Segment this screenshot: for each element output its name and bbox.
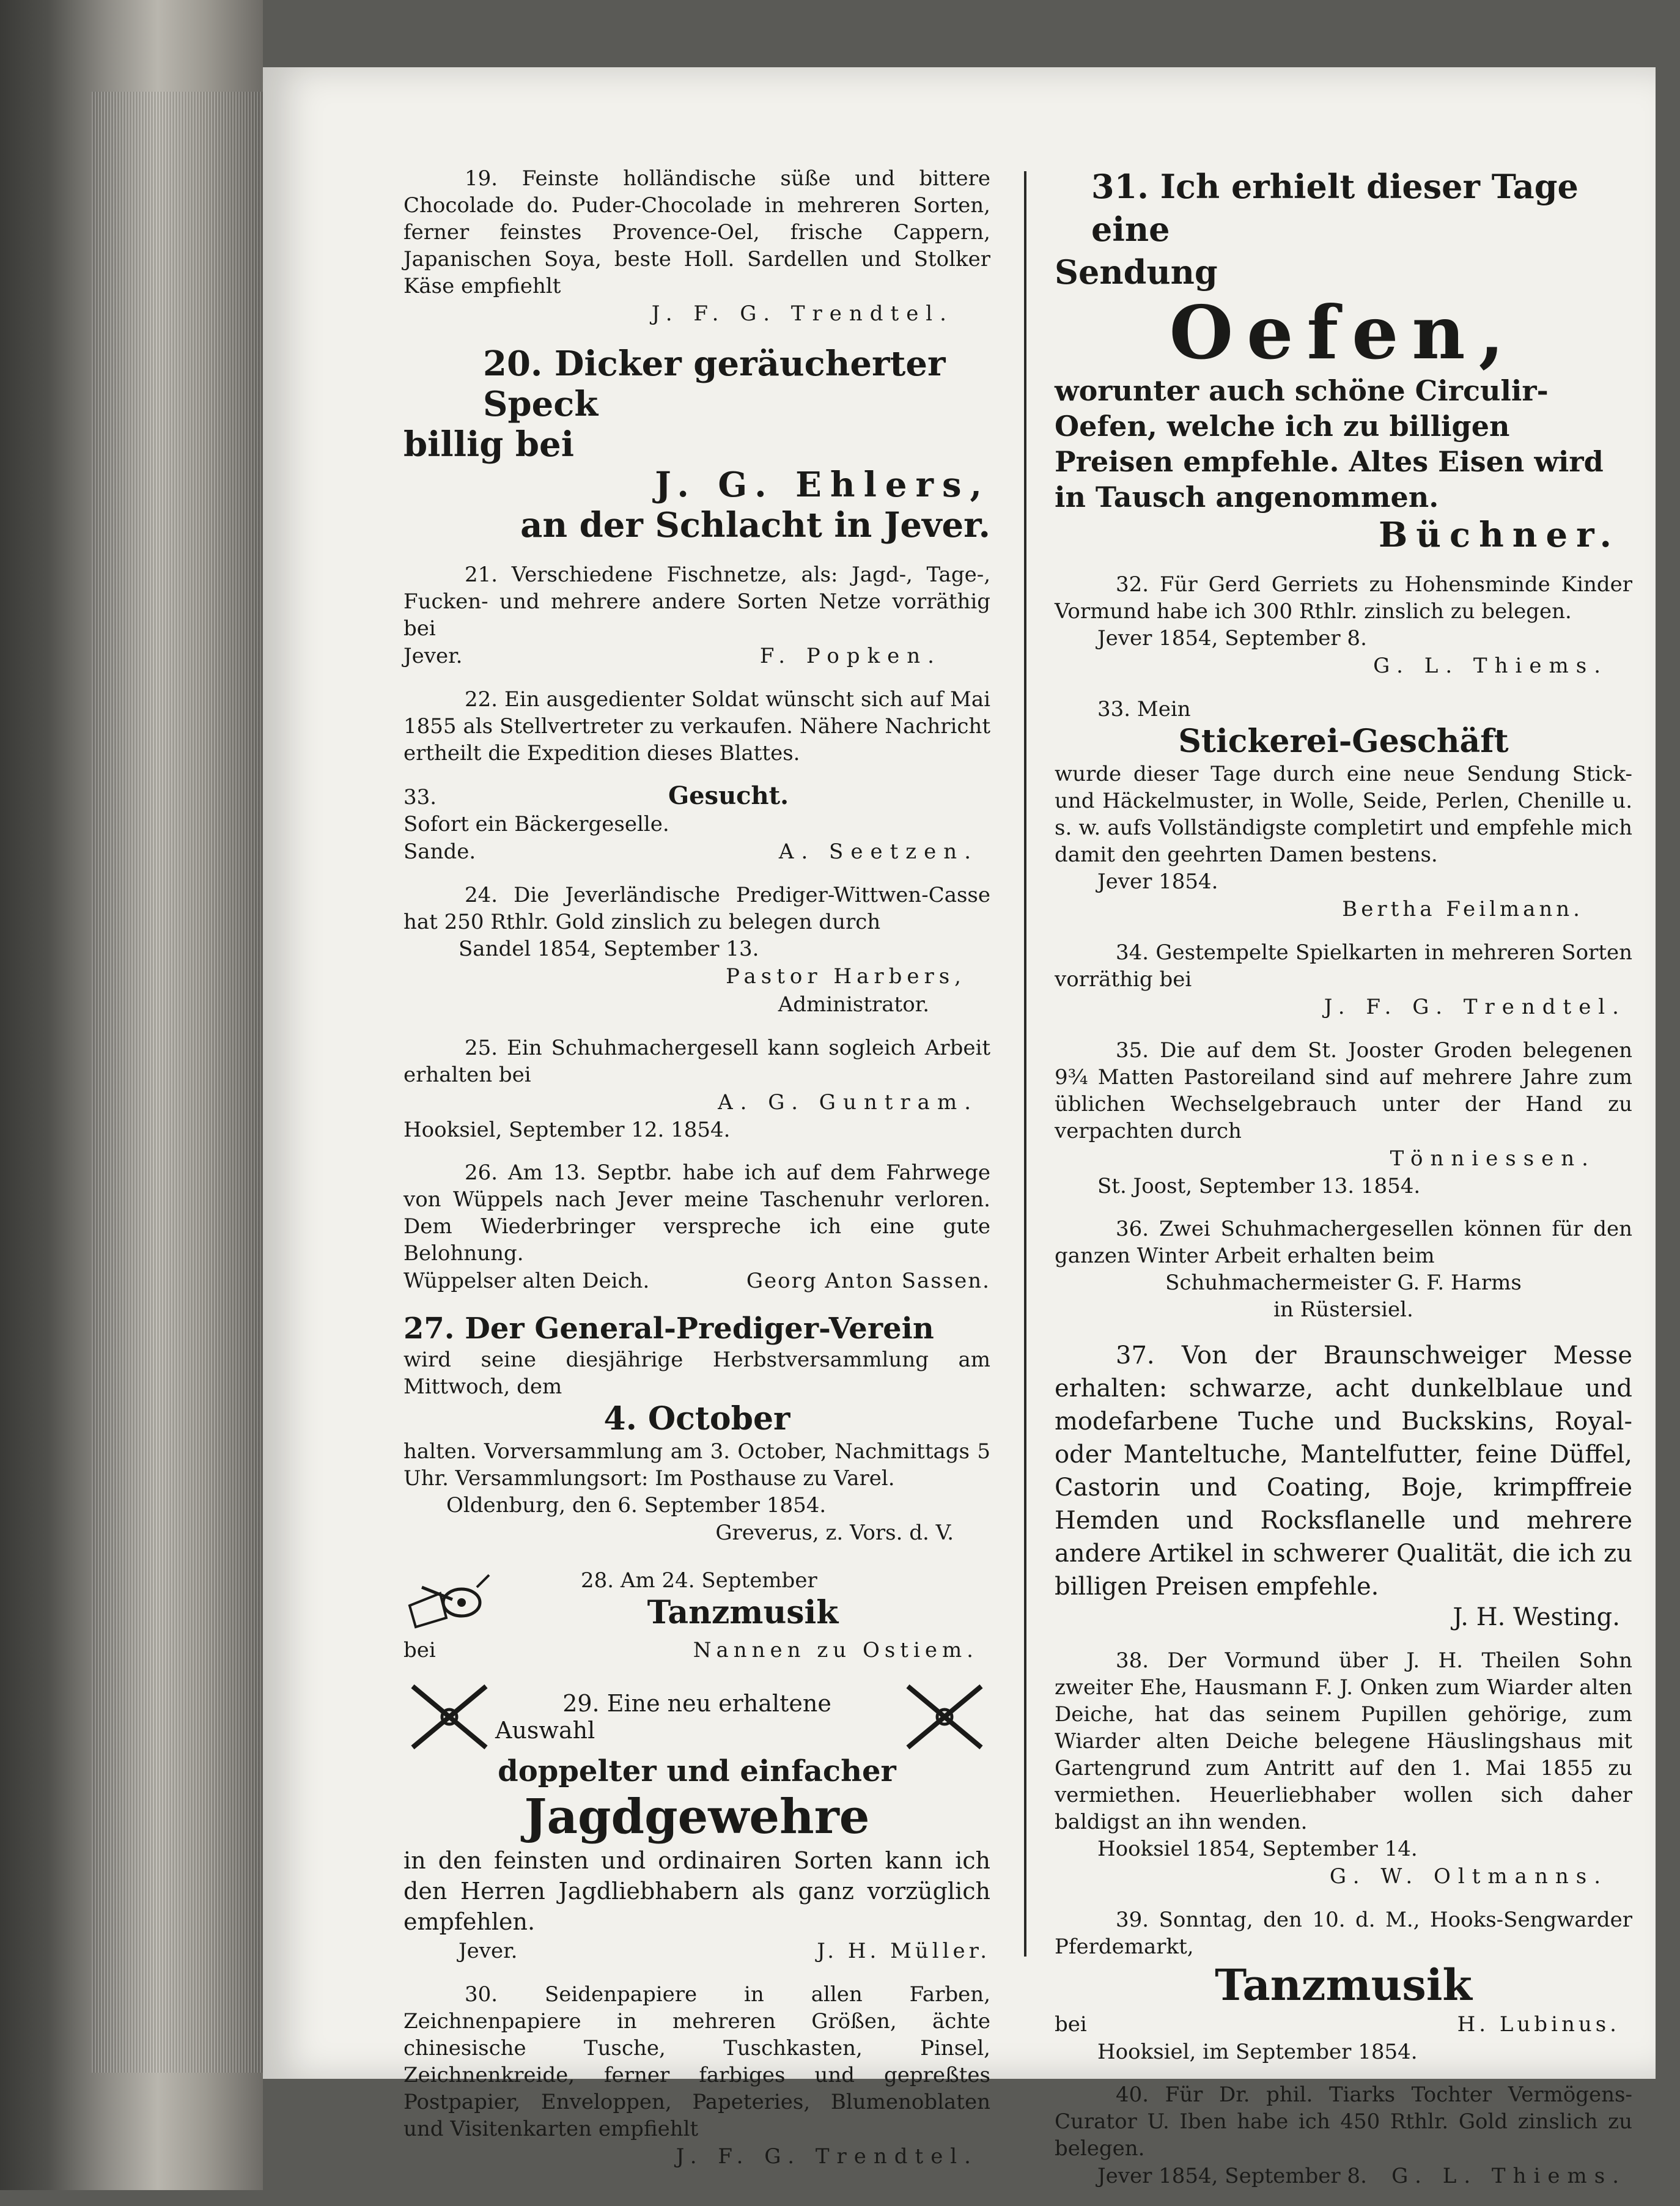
ad-28 xyxy=(403,1563,990,1664)
ad-36-signature: Schuhmachermeister G. F. Harms xyxy=(1165,1271,1522,1295)
ad-31 xyxy=(1055,165,1632,555)
ad-24 xyxy=(403,882,990,1019)
ad-27-date-big: 4. October xyxy=(603,1400,790,1437)
ad-33-heading: Stickerei-Geschäft xyxy=(1178,723,1509,760)
ad-24-date: Sandel 1854, September 13. xyxy=(459,937,759,961)
ad-23-signature: A. Seetzen. xyxy=(778,839,978,864)
ad-32-signature: G. L. Thiems. xyxy=(1373,654,1608,678)
ad-30-text: 30. Seidenpapiere in allen Farben, Zeichnenpapiere in mehreren Größen, ächte chinesische Tusche, Tuschkasten, Pinsel, Zeichnenkreide, ferner farbiges und gepreßtes Postpapier, Enveloppen, Papeteries, Blumenoblaten und Visitenkarten empfiehlt xyxy=(403,1982,990,2141)
ad-36-text: 36. Zwei Schuhmachergesellen können für den ganzen Winter Arbeit erhalten beim xyxy=(1055,1217,1632,1268)
ad-23-place: Sande. xyxy=(403,839,476,864)
ad-26-text: 26. Am 13. Septbr. habe ich auf dem Fahrwege von Wüppels nach Jever meine Taschenuhr verloren. Dem Wiederbringer verspreche ich eine gute Belohnung. xyxy=(403,1160,990,1266)
ad-32-text: 32. Für Gerd Gerriets zu Hohensminde Kinder Vormund habe ich 300 Rthlr. zinslich zu belegen. xyxy=(1055,572,1632,624)
ad-39-bei: bei xyxy=(1055,2012,1087,2037)
ad-38-date: Hooksiel 1854, September 14. xyxy=(1097,1837,1418,1861)
ad-33-text: wurde dieser Tage durch eine neue Sendung Stick- und Häckelmuster, in Wolle, Seide, Perlen, Chenille u. s. w. aufs Vollständigste completirt und empfehle mich damit den geehrten Damen bestens. xyxy=(1055,762,1632,867)
ad-37-text: 37. Von der Braunschweiger Messe erhalten: schwarze, acht dunkelblaue und modefarbene Tuche und Buckskins, Royal- oder Manteltuche, Mantelfutter, feine Düffel, Castorin und Coating, Boje, krimpffreie Hemden und Rocksflanelle und mehrere andere Artikel in schwerer Qualität, die ich zu billigen Preisen empfehle. xyxy=(1055,1341,1632,1601)
ad-29-signature: J. H. Müller. xyxy=(817,1939,990,1963)
ad-29-line2: Auswahl xyxy=(495,1717,595,1744)
ad-29 xyxy=(403,1680,990,1965)
ad-20-line2: billig bei xyxy=(403,424,574,465)
ad-27 xyxy=(403,1311,990,1547)
ad-21-signature: F. Popken. xyxy=(759,644,941,668)
ad-23-text: Sofort ein Bäckergeselle. xyxy=(403,812,669,836)
ad-35-text: 35. Die auf dem St. Jooster Groden belegenen 9¾ Matten Pastoreiland sind auf mehrere Jahre zum üblichen Wechselgebrauch unter der Hand zu verpachten durch xyxy=(1055,1038,1632,1143)
ad-20-place: an der Schlacht in Jever. xyxy=(520,505,990,545)
ad-29-heading: Jagdgewehre xyxy=(524,1789,870,1845)
ad-31-signature: Büchner. xyxy=(1378,515,1620,555)
ad-25-signature: A. G. Guntram. xyxy=(718,1090,978,1115)
ad-25-text: 25. Ein Schuhmachergesell kann sogleich Arbeit erhalten bei xyxy=(403,1036,990,1087)
ad-27-text: wird seine diesjährige Herbstversammlung am Mittwoch, dem xyxy=(403,1348,990,1399)
left-column xyxy=(403,165,990,2186)
ad-40-text: 40. Für Dr. phil. Tiarks Tochter Vermögens-Curator U. Iben habe ich 450 Rthlr. Gold zinslich zu belegen. xyxy=(1055,2082,1632,2161)
ad-36-place: in Rüstersiel. xyxy=(1273,1297,1413,1322)
ad-32-date: Jever 1854, September 8. xyxy=(1097,626,1367,651)
crossed-rifles-icon xyxy=(899,1680,990,1754)
ad-23-number: 33. xyxy=(403,785,437,810)
ad-21 xyxy=(403,561,990,670)
guitar-vignette-icon xyxy=(403,1563,495,1636)
ad-24-signature: Pastor Harbers, xyxy=(726,964,966,989)
ad-33-signature: Bertha Feilmann. xyxy=(1342,897,1583,921)
crossed-rifles-icon xyxy=(403,1680,495,1754)
ad-26-place: Wüppelser alten Deich. xyxy=(403,1269,650,1293)
ad-26-signature: Georg Anton Sassen. xyxy=(746,1269,990,1293)
ad-25 xyxy=(403,1035,990,1143)
ad-32 xyxy=(1055,571,1632,680)
ad-29-place: Jever. xyxy=(459,1939,518,1963)
ad-38-signature: G. W. Oltmanns. xyxy=(1329,1864,1608,1889)
ad-39-text: 39. Sonntag, den 10. d. M., Hooks-Sengwarder Pferdemarkt, xyxy=(1055,1908,1632,1959)
ad-31-huge: Oefen, xyxy=(1169,290,1518,376)
ad-34-signature: J. F. G. Trendtel. xyxy=(1324,995,1626,1019)
ad-39-date: Hooksiel, im September 1854. xyxy=(1097,2040,1418,2064)
ad-35-date: St. Joost, September 13. 1854. xyxy=(1097,1174,1421,1198)
page-edges xyxy=(92,92,263,2073)
ad-33-line: 33. Mein xyxy=(1097,697,1191,721)
ad-40-date: Jever 1854, September 8. xyxy=(1097,2164,1367,2188)
ad-39-signature: H. Lubinus. xyxy=(1457,2012,1620,2037)
ad-31-text: worunter auch schöne Circulir-Oefen, welche ich zu billigen Preisen empfehle. Altes Eisen wird in Tausch angenommen. xyxy=(1055,374,1604,514)
ad-27-headline: 27. Der General-Prediger-Verein xyxy=(403,1311,934,1346)
ad-23-heading: Gesucht. xyxy=(668,781,789,810)
ad-27-text2: halten. Vorversammlung am 3. October, Nachmittags 5 Uhr. Versammlungsort: Im Posthause zu Varel. xyxy=(403,1439,990,1491)
book-spine xyxy=(0,0,263,2190)
ad-39 xyxy=(1055,1906,1632,2065)
ad-29-text: in den feinsten und ordinairen Sorten kann ich den Herren Jagdliebhabern als ganz vorzüglich empfehlen. xyxy=(403,1847,990,1935)
ad-28-signature: Nannen zu Ostiem. xyxy=(693,1638,978,1662)
ad-34-text: 34. Gestempelte Spielkarten in mehreren Sorten vorräthig bei xyxy=(1055,940,1632,992)
ad-38 xyxy=(1055,1647,1632,1891)
ad-37 xyxy=(1055,1339,1632,1631)
ad-30 xyxy=(403,1981,990,2171)
ad-35-signature: Tönniessen. xyxy=(1390,1146,1596,1171)
ad-26 xyxy=(403,1159,990,1295)
right-column xyxy=(1055,165,1632,2206)
ad-38-text: 38. Der Vormund über J. H. Theilen Sohn zweiter Ehe, Hausmann F. J. Onken zum Wiarder alten Deiche, hat das seinem Pupillen gehörige, zum Wiarder alten Deiche belegene Häuslingshaus mit Gartengrund zum Antritt auf den 1. Mai 1855 zu vermiethen. Heuerliebhaber wollen sich daher baldigst an ihn wenden. xyxy=(1055,1648,1632,1834)
ad-27-date: Oldenburg, den 6. September 1854. xyxy=(446,1493,827,1518)
ad-30-signature: J. F. G. Trendtel. xyxy=(676,2144,978,2169)
ad-20-headline: 20. Dicker geräucherter Speck xyxy=(483,344,946,424)
ad-34 xyxy=(1055,939,1632,1021)
ad-28-line: 28. Am 24. September xyxy=(581,1568,817,1593)
ad-31-line2: Sendung xyxy=(1055,253,1218,292)
ad-29-line: 29. Eine neu erhaltene xyxy=(562,1690,831,1717)
ad-36 xyxy=(1055,1216,1632,1323)
ad-19-signature: J. F. G. Trendtel. xyxy=(651,301,954,326)
ad-40 xyxy=(1055,2081,1632,2190)
ad-24-text: 24. Die Jeverländische Prediger-Wittwen-Casse hat 250 Rthlr. Gold zinslich zu belegen durch xyxy=(403,883,990,934)
ad-28-heading: Tanzmusik xyxy=(647,1594,839,1631)
ad-33-date: Jever 1854. xyxy=(1097,869,1218,894)
ad-21-text: 21. Verschiedene Fischnetze, als: Jagd-, Tage-, Fucken- und mehrere andere Sorten Netze vorräthig bei xyxy=(403,563,990,641)
column-divider xyxy=(1024,171,1026,1957)
ad-39-heading: Tanzmusik xyxy=(1215,1960,1472,2010)
ad-35 xyxy=(1055,1037,1632,1200)
ad-29-subheading: doppelter und einfacher xyxy=(498,1754,896,1788)
ad-20-name: J. G. Ehlers, xyxy=(655,465,990,505)
ad-24-role: Administrator. xyxy=(778,992,929,1017)
ad-31-line1: 31. Ich erhielt dieser Tage eine xyxy=(1091,167,1579,249)
ad-28-bei: bei xyxy=(403,1638,436,1662)
ad-40-signature: G. L. Thiems. xyxy=(1391,2164,1626,2188)
ad-27-signature: Greverus, z. Vors. d. V. xyxy=(715,1521,954,1545)
ad-25-date: Hooksiel, September 12. 1854. xyxy=(403,1118,731,1142)
ad-37-signature: J. H. Westing. xyxy=(1453,1603,1620,1631)
ad-22-text: 22. Ein ausgedienter Soldat wünscht sich auf Mai 1855 als Stellvertreter zu verkaufen. Nähere Nachricht ertheilt die Expedition dieses Blattes. xyxy=(403,687,990,765)
ad-20 xyxy=(403,344,990,545)
ad-21-place: Jever. xyxy=(403,644,463,668)
ad-22 xyxy=(403,686,990,767)
ad-19 xyxy=(403,165,990,328)
ad-19-text: 19. Feinste holländische süße und bittere Chocolade do. Puder-Chocolade in mehreren Sorten, ferner feinstes Provence-Oel, frische Cappern, Japanischen Soya, beste Holl. Sardellen und Stolker Käse empfiehlt xyxy=(403,166,990,298)
ad-23 xyxy=(403,783,990,866)
ad-33 xyxy=(1055,696,1632,923)
